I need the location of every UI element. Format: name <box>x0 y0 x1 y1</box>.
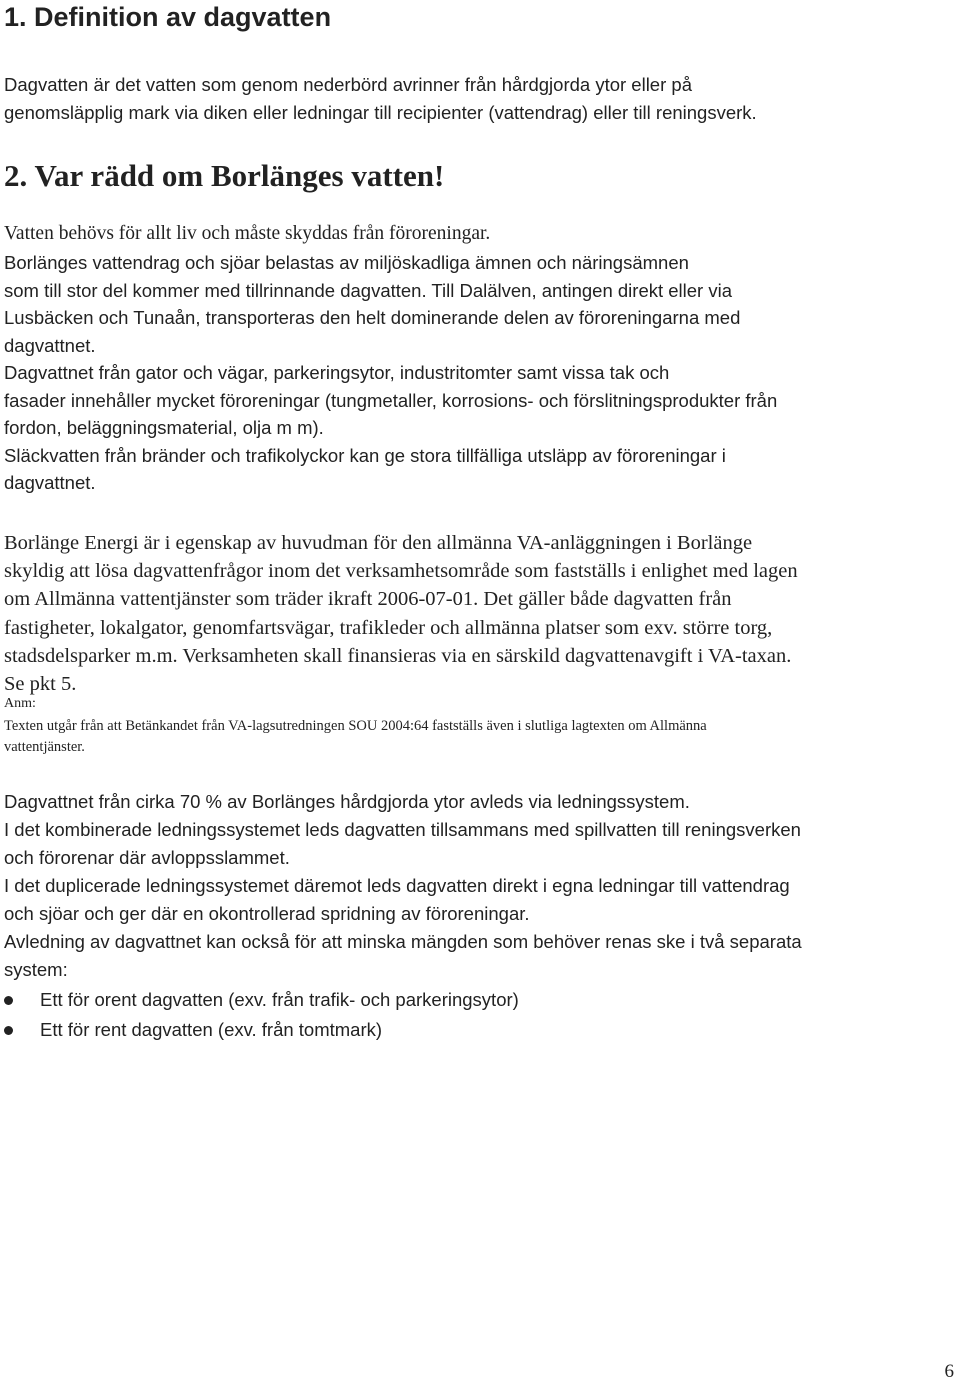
text-line: och förorenar där avloppsslammet. <box>4 847 290 868</box>
text-line: fordon, beläggningsmaterial, olja m m). <box>4 417 324 438</box>
text-line: skyldig att lösa dagvattenfrågor inom det verksamhetsområde som fastställs i enlighet med lagen <box>4 560 798 583</box>
intro-paragraph <box>4 220 490 248</box>
bullet-list <box>4 985 519 1045</box>
text-line: om Allmänna vattentjänster som träder ikraft 2006-07-01. Det gäller både dagvatten från <box>4 588 732 611</box>
text-line: Dagvattnet från cirka 70 % av Borlänges hårdgjorda ytor avleds via ledningssystem. <box>4 791 690 812</box>
text-line: genomsläpplig mark via diken eller ledningar till recipienter (vattendrag) eller till reningsverk. <box>4 101 757 123</box>
section-1-heading: 1. Definition av dagvatten <box>4 2 332 32</box>
page-number: 6 <box>944 1361 954 1382</box>
text-line: I det duplicerade ledningssystemet däremot leds dagvatten direkt i egna ledningar till vattendrag <box>4 875 790 896</box>
text-line: Dagvatten är det vatten som genom nederbörd avrinner från hårdgjorda ytor eller på <box>4 74 692 95</box>
text-line: fastigheter, lokalgator, genomfartsvägar, trafikleder och allmänna platser som exv. större torg, <box>4 616 773 639</box>
text-line: och sjöar och ger där en okontrollerad spridning av föroreningar. <box>4 903 530 924</box>
text-line: Borlänges vattendrag och sjöar belastas av miljöskadliga ämnen och näringsämnen <box>4 252 689 273</box>
pollution-paragraph <box>4 249 777 497</box>
list-item <box>4 985 519 1015</box>
text-line: Borlänge Energi är i egenskap av huvudman för den allmänna VA-anläggningen i Borlänge <box>4 532 753 554</box>
text-line: som till stor del kommer med tillrinnande dagvatten. Till Dalälven, antingen direkt eller via <box>4 279 733 301</box>
text-line: Avledning av dagvattnet kan också för att minska mängden som behöver renas ske i två separata <box>4 931 802 952</box>
list-item <box>4 1015 519 1045</box>
energy-paragraph <box>4 529 798 698</box>
text-line: fasader innehåller mycket föroreningar (tungmetaller, korrosions- och förslitningsprodukter från <box>4 389 778 411</box>
bullet-icon <box>4 1026 13 1035</box>
text-line: I det kombinerade ledningssystemet leds dagvatten tillsammans med spillvatten till reningsverken <box>4 819 801 840</box>
note-label: Anm: <box>4 696 36 711</box>
text-line: vattentjänster. <box>4 739 85 755</box>
text-line: Se pkt 5. <box>4 673 77 696</box>
text-line: stadsdelsparker m.m. Verksamheten skall finansieras via en särskild dagvattenavgift i VA-taxan. <box>4 644 792 667</box>
note-text <box>4 716 954 758</box>
text-line: Vatten behövs för allt liv och måste skyddas från föroreningar. <box>4 223 491 244</box>
section-2-heading: 2. Var rädd om Borlänges vatten! <box>4 158 445 193</box>
text-line: dagvattnet. <box>4 334 96 356</box>
list-item-text: Ett för rent dagvatten (exv. från tomtmark) <box>40 1019 383 1040</box>
text-line: dagvattnet. <box>4 472 96 493</box>
text-line: Släckvatten från bränder och trafikolyckor kan ge stora tillfälliga utsläpp av föroreningar i <box>4 444 726 466</box>
text-line: Texten utgår från att Betänkandet från VA-lagsutredningen SOU 2004:64 fastställs även i slutliga lagtexten om Allmänna <box>4 718 707 734</box>
drainage-paragraph <box>4 788 802 984</box>
text-line: Lusbäcken och Tunaån, transporteras den helt dominerande delen av föroreningarna med <box>4 307 741 328</box>
text-line: system: <box>4 959 68 980</box>
text-line: Dagvattnet från gator och vägar, parkeringsytor, industritomter samt vissa tak och <box>4 362 670 383</box>
definition-paragraph <box>4 71 757 126</box>
list-item-text: Ett för orent dagvatten (exv. från trafik- och parkeringsytor) <box>40 989 519 1010</box>
bullet-icon <box>4 996 13 1005</box>
